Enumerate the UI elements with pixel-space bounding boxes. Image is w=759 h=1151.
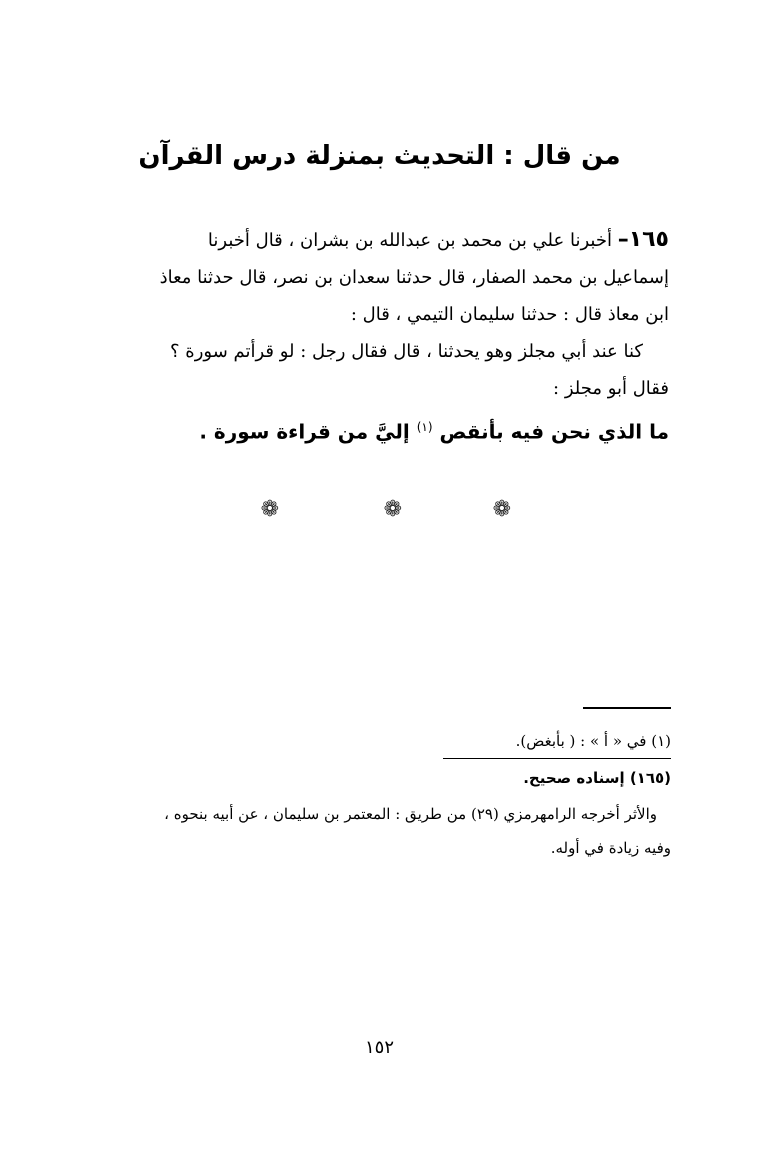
hadith-line-4: كنا عند أبي مجلز وهو يحدثنا ، قال فقال رجل : لو قرأتم سورة ؟ xyxy=(170,341,643,362)
quote-part-2: إليَّ من قراءة سورة . xyxy=(199,419,410,444)
flower-ornament-icon: ❁ xyxy=(383,497,402,522)
footnote-separator xyxy=(443,758,671,759)
flower-ornament-icon: ❁ xyxy=(492,497,511,522)
footnote-rule xyxy=(583,707,671,709)
quote-part-1: ما الذي نحن فيه بأنقص xyxy=(439,419,669,444)
hadith-number: ١٦٥ xyxy=(628,227,669,252)
hadith-quote xyxy=(84,409,669,451)
section-divider xyxy=(0,495,759,525)
hadith-dash: – xyxy=(617,227,629,252)
hadith-line-5: فقال أبو مجلز : xyxy=(553,378,669,399)
chapter-title: من قال : التحديث بمنزلة درس القرآن xyxy=(138,141,621,171)
footnote-marker: (١) xyxy=(416,420,433,434)
hadith-line-3: ابن معاذ قال : حدثنا سليمان التيمي ، قال : xyxy=(350,304,669,325)
hadith-line-1 xyxy=(84,221,669,259)
footnote-165-text-2: وفيه زيادة في أوله. xyxy=(550,839,671,857)
hadith-line-1-text: أخبرنا علي بن محمد بن عبدالله بن بشران ، قال أخبرنا xyxy=(207,230,612,251)
footnote-165-label: (١٦٥) إسناده صحيح. xyxy=(523,769,671,787)
footnote-165-text-1: والأثر أخرجه الرامهرمزي (٢٩) من طريق : المعتمر بن سليمان ، عن أبيه بنحوه ، xyxy=(164,805,657,823)
footnotes xyxy=(71,724,671,865)
hadith-text xyxy=(84,221,669,451)
hadith-line-2: إسماعيل بن محمد الصفار، قال حدثنا سعدان بن نصر، قال حدثنا معاذ xyxy=(159,267,669,288)
flower-ornament-icon: ❁ xyxy=(260,497,279,522)
footnote-1: (١) في « أ » : ( بأبغض). xyxy=(515,732,671,750)
page-number: ١٥٢ xyxy=(364,1037,394,1058)
